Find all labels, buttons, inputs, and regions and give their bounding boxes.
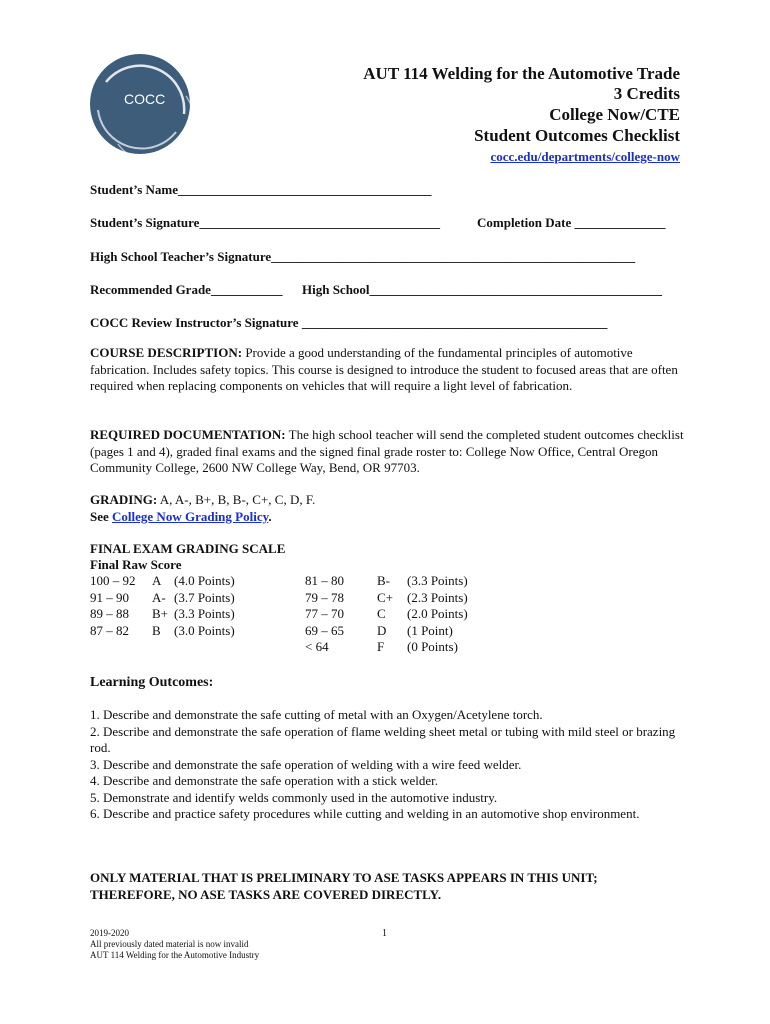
score-range: 77 – 70 bbox=[305, 606, 344, 621]
see-period: . bbox=[268, 508, 272, 524]
grade-scale-left bbox=[90, 573, 290, 639]
required-documentation-text: The high school teacher will send the completed student outcomes checklist (pages 1 and 4), graded final exams and the signed final grade roster to: College Now Office, Central Oregon Community College, 2600 NW College Way, Bend, OR 97703. bbox=[90, 427, 684, 475]
score-range: < 64 bbox=[305, 639, 329, 654]
grade-points: (3.0 Points) bbox=[174, 622, 235, 638]
page-number: 1 bbox=[382, 928, 387, 939]
grade-scale-row bbox=[305, 623, 505, 640]
program-name: College Now/CTE bbox=[549, 105, 680, 124]
grade-scale-row bbox=[90, 573, 290, 590]
required-documentation bbox=[90, 427, 690, 477]
footer bbox=[90, 928, 259, 961]
grade-scale-row bbox=[305, 590, 505, 607]
student-signature-field[interactable]: Student’s Signature_____________________________________ bbox=[90, 215, 440, 230]
learning-outcome-item: 6. Describe and practice safety procedures while cutting and welding in an automotive shop environment. bbox=[90, 806, 640, 821]
grade-scale-row bbox=[305, 573, 505, 590]
cocc-logo bbox=[88, 52, 192, 156]
grade-points: (4.0 Points) bbox=[174, 573, 235, 588]
required-documentation-label: REQUIRED DOCUMENTATION: bbox=[90, 427, 286, 442]
letter-grade: B- bbox=[377, 573, 390, 588]
grade-scale-right bbox=[305, 573, 505, 656]
learning-outcome-item: 4. Describe and demonstrate the safe operation with a stick welder. bbox=[90, 773, 438, 788]
learning-outcome-item: 2. Describe and demonstrate the safe operation of flame welding sheet metal or tubing with mild steel or brazing rod. bbox=[90, 723, 676, 755]
grade-points: (3.3 Points) bbox=[174, 606, 235, 621]
grade-scale-row bbox=[305, 606, 505, 623]
grade-scale-row bbox=[90, 623, 290, 640]
grading-label: GRADING: bbox=[90, 492, 158, 507]
grade-scale-row bbox=[90, 606, 290, 623]
learning-outcome-item: 3. Describe and demonstrate the safe operation of welding with a wire feed welder. bbox=[90, 756, 522, 772]
letter-grade: C bbox=[377, 606, 386, 621]
grade-points: (0 Points) bbox=[407, 639, 458, 654]
grade-points: (3.3 Points) bbox=[407, 573, 468, 588]
letter-grade: B bbox=[152, 622, 161, 638]
grading bbox=[90, 492, 690, 525]
teacher-signature-field[interactable]: High School Teacher’s Signature________________________________________________________ bbox=[90, 249, 636, 264]
high-school-field[interactable]: High School_____________________________________________ bbox=[302, 282, 663, 297]
grade-scale-row bbox=[90, 590, 290, 607]
learning-outcomes-list bbox=[90, 707, 690, 823]
footer-year: 2019-2020 bbox=[90, 928, 129, 938]
score-range: 91 – 90 bbox=[90, 589, 129, 605]
final-raw-score-label: Final Raw Score bbox=[90, 557, 182, 572]
course-description-label: COURSE DESCRIPTION: bbox=[90, 345, 243, 360]
learning-outcome-item: 5. Demonstrate and identify welds commonly used in the automotive industry. bbox=[90, 789, 498, 805]
course-title: AUT 114 Welding for the Automotive Trade bbox=[363, 64, 680, 83]
grade-scale-row bbox=[305, 639, 505, 656]
see-text: See bbox=[90, 508, 109, 524]
recommended-grade-field[interactable]: Recommended Grade___________ bbox=[90, 282, 283, 297]
grade-points: (2.0 Points) bbox=[407, 606, 468, 621]
learning-outcome-item: 1. Describe and demonstrate the safe cutting of metal with an Oxygen/Acetylene torch. bbox=[90, 707, 543, 722]
letter-grade: A- bbox=[152, 589, 166, 605]
score-range: 81 – 80 bbox=[305, 573, 344, 588]
letter-grade: F bbox=[377, 639, 385, 654]
review-signature-field[interactable]: COCC Review Instructor’s Signature _______________________________________________ bbox=[90, 315, 608, 330]
score-range: 89 – 88 bbox=[90, 606, 129, 621]
footer-course: AUT 114 Welding for the Automotive Industry bbox=[90, 950, 260, 960]
score-range: 69 – 65 bbox=[305, 622, 344, 638]
score-range: 79 – 78 bbox=[305, 589, 344, 605]
grade-points: (2.3 Points) bbox=[407, 589, 468, 605]
ase-notice: ONLY MATERIAL THAT IS PRELIMINARY TO ASE TASKS APPEARS IN THIS UNIT; THEREFORE, NO ASE TASKS ARE COVERED DIRECTLY. bbox=[90, 870, 598, 902]
course-description bbox=[90, 345, 690, 395]
credits: 3 Credits bbox=[613, 84, 680, 103]
grade-points: (1 Point) bbox=[407, 622, 453, 638]
letter-grade: D bbox=[377, 622, 387, 638]
score-range: 100 – 92 bbox=[90, 573, 136, 588]
student-name-field[interactable]: Student’s Name_______________________________________ bbox=[90, 182, 432, 197]
checklist-title: Student Outcomes Checklist bbox=[474, 126, 680, 145]
grade-points: (3.7 Points) bbox=[174, 589, 235, 605]
score-range: 87 – 82 bbox=[90, 622, 129, 638]
letter-grade: A bbox=[152, 573, 162, 588]
final-exam-title: FINAL EXAM GRADING SCALE bbox=[90, 541, 286, 556]
grading-policy-link[interactable]: College Now Grading Policy bbox=[112, 508, 269, 524]
course-description-text: Provide a good understanding of the fundamental principles of automotive fabrication. Includes safety topics. This course is designed to introduce the student to focused areas that are often required when replacing components on vehicles that will require a light level of fabrication. bbox=[90, 345, 678, 393]
logo-text: COCC bbox=[124, 91, 166, 107]
completion-date-field[interactable]: Completion Date ______________ bbox=[477, 215, 666, 230]
college-now-link[interactable]: cocc.edu/departments/college-now bbox=[490, 149, 680, 164]
learning-outcomes-title: Learning Outcomes: bbox=[90, 675, 214, 690]
grading-text: A, A-, B+, B, B-, C+, C, D, F. bbox=[159, 492, 316, 507]
footer-note: All previously dated material is now invalid bbox=[90, 939, 249, 949]
letter-grade: B+ bbox=[152, 606, 169, 621]
letter-grade: C+ bbox=[377, 589, 394, 605]
